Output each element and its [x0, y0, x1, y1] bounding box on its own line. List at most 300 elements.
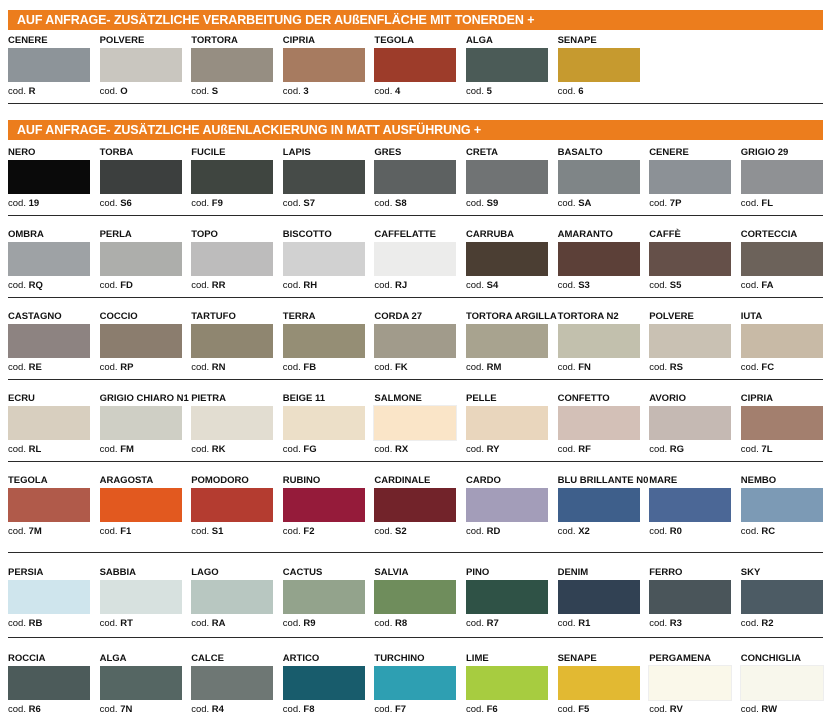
section-banner: AUF ANFRAGE- ZUSÄTZLICHE VERARBEITUNG DER AUßENFLÄCHE MIT TONERDEN + — [8, 10, 823, 30]
color-chip — [741, 324, 823, 358]
swatch-name: CENERE — [8, 35, 48, 46]
swatch-name: ALGA — [99, 653, 127, 664]
row-divider — [8, 379, 823, 380]
code-prefix: cod. — [557, 362, 579, 373]
color-swatch-item — [283, 312, 365, 372]
code-prefix: cod. — [191, 618, 212, 629]
code-prefix: cod. — [8, 280, 29, 291]
code-prefix: cod. — [374, 86, 395, 97]
color-swatch-item — [374, 230, 456, 290]
code-prefix: cod. — [99, 198, 121, 209]
code-value: 4 — [395, 86, 401, 97]
color-swatch-item — [283, 654, 365, 714]
code-prefix: cod. — [557, 526, 579, 537]
swatch-code — [100, 704, 133, 715]
color-chip — [374, 406, 456, 440]
swatch-code — [741, 526, 775, 537]
color-swatch-item — [8, 36, 90, 96]
code-value: S — [211, 86, 219, 97]
row-divider — [8, 215, 823, 216]
color-chip — [283, 666, 365, 700]
code-value: S6 — [120, 198, 132, 209]
swatch-code — [100, 526, 132, 537]
swatch-code — [558, 618, 591, 629]
code-prefix: cod. — [191, 280, 212, 291]
swatch-name: BLU BRILLANTE N0 — [557, 475, 649, 486]
code-value: S8 — [395, 198, 407, 209]
code-prefix: cod. — [649, 526, 670, 537]
code-value: S1 — [211, 526, 224, 537]
color-chip — [283, 580, 365, 614]
swatch-code — [100, 444, 134, 455]
color-swatch-item — [100, 312, 182, 372]
code-prefix: cod. — [282, 618, 304, 629]
swatch-name: LAPIS — [282, 147, 311, 158]
swatch-name: ROCCIA — [8, 653, 46, 664]
code-value: FG — [303, 444, 317, 455]
color-swatch-item — [283, 568, 365, 628]
code-value: 7P — [669, 198, 682, 209]
color-swatch-item — [100, 36, 182, 96]
swatch-code — [100, 362, 134, 373]
code-value: SA — [578, 198, 592, 209]
code-prefix: cod. — [282, 444, 304, 455]
color-chip — [374, 580, 456, 614]
swatch-name: CAFFELATTE — [374, 229, 436, 240]
color-swatch-item — [558, 654, 640, 714]
code-prefix: cod. — [740, 618, 762, 629]
color-swatch-item — [283, 476, 365, 536]
color-swatch-item — [100, 476, 182, 536]
code-prefix: cod. — [191, 444, 212, 455]
code-value: F7 — [395, 704, 407, 715]
swatch-name: ECRU — [8, 393, 35, 404]
swatch-code — [283, 444, 317, 455]
code-prefix: cod. — [99, 362, 121, 373]
row-divider — [8, 637, 823, 638]
code-value: RW — [761, 704, 778, 715]
swatch-name: SABBIA — [99, 567, 137, 578]
swatch-code — [100, 280, 133, 291]
code-prefix: cod. — [8, 362, 29, 373]
code-prefix: cod. — [374, 198, 395, 209]
swatch-name: GRES — [374, 147, 402, 158]
color-swatch-item — [191, 654, 273, 714]
swatch-code — [8, 198, 39, 209]
code-prefix: cod. — [740, 280, 762, 291]
swatch-code — [558, 704, 590, 715]
code-value: R6 — [28, 704, 41, 715]
swatch-name: PIETRA — [191, 393, 227, 404]
color-chip — [466, 48, 548, 82]
color-swatch-item — [191, 568, 273, 628]
color-chip — [191, 580, 273, 614]
color-chip — [466, 242, 548, 276]
color-swatch-item — [374, 568, 456, 628]
color-swatch-item — [741, 148, 823, 208]
color-swatch-item — [99, 393, 189, 455]
swatch-code — [649, 618, 682, 629]
color-swatch-item — [649, 230, 731, 290]
code-prefix: cod. — [8, 526, 29, 537]
color-chip — [100, 242, 182, 276]
code-prefix: cod. — [649, 704, 670, 715]
swatch-code — [558, 198, 592, 209]
code-value: RY — [486, 444, 500, 455]
swatch-code — [466, 526, 500, 537]
color-chip — [649, 160, 731, 194]
swatch-name: CONFETTO — [557, 393, 610, 404]
code-value: S3 — [578, 280, 590, 291]
swatch-code — [191, 280, 225, 291]
swatch-name: NEMBO — [740, 475, 777, 486]
swatch-code — [558, 526, 590, 537]
color-swatch-item — [741, 476, 823, 536]
swatch-code — [649, 444, 684, 455]
swatch-code — [191, 198, 223, 209]
color-swatch-item — [649, 568, 731, 628]
color-chip — [466, 160, 548, 194]
color-chip — [283, 242, 365, 276]
code-prefix: cod. — [740, 362, 762, 373]
color-swatch-item — [649, 148, 731, 208]
color-chip — [374, 48, 456, 82]
color-swatch-item — [558, 312, 640, 372]
swatch-name: TORBA — [99, 147, 134, 158]
color-swatch-item — [191, 36, 273, 96]
swatch-name: CORDA 27 — [374, 311, 423, 322]
color-chip — [100, 666, 182, 700]
code-value: RV — [669, 704, 683, 715]
code-prefix: cod. — [740, 526, 762, 537]
color-swatch-item — [558, 394, 640, 454]
row-divider — [8, 297, 823, 298]
code-prefix: cod. — [649, 444, 670, 455]
swatch-code — [374, 618, 407, 629]
swatch-name: ALGA — [466, 35, 493, 46]
code-prefix: cod. — [649, 618, 670, 629]
color-chip — [741, 242, 823, 276]
color-swatch-item — [466, 148, 548, 208]
code-prefix: cod. — [8, 618, 29, 629]
swatch-code — [558, 362, 591, 373]
color-chip — [558, 160, 640, 194]
swatch-name: ARTICO — [282, 653, 320, 664]
code-prefix: cod. — [557, 444, 579, 455]
code-value: FC — [761, 362, 775, 373]
code-value: RT — [120, 618, 133, 629]
color-chip — [466, 666, 548, 700]
color-chip — [558, 406, 640, 440]
swatch-name: RUBINO — [282, 475, 321, 486]
swatch-code — [558, 444, 591, 455]
code-prefix: cod. — [374, 618, 395, 629]
swatch-name: CARRUBA — [466, 229, 515, 240]
color-chip — [100, 48, 182, 82]
code-prefix: cod. — [466, 444, 487, 455]
color-chip — [741, 488, 823, 522]
code-value: S2 — [395, 526, 407, 537]
swatch-code — [8, 362, 42, 373]
code-value: S4 — [486, 280, 499, 291]
color-chip — [191, 48, 273, 82]
code-value: 7N — [120, 704, 133, 715]
color-swatch-item — [466, 476, 548, 536]
swatch-code — [8, 704, 41, 715]
code-value: R4 — [211, 704, 224, 715]
swatch-name: TURCHINO — [374, 653, 425, 664]
code-prefix: cod. — [99, 86, 121, 97]
swatch-code — [466, 444, 499, 455]
swatch-name: CRETA — [466, 147, 499, 158]
color-chip — [283, 48, 365, 82]
color-chip — [8, 48, 90, 82]
color-chip — [374, 488, 456, 522]
color-chip — [558, 666, 640, 700]
swatch-code — [100, 618, 133, 629]
code-prefix: cod. — [557, 86, 579, 97]
code-value: RK — [211, 444, 226, 455]
swatch-name: PERGAMENA — [649, 653, 711, 664]
color-chip — [558, 580, 640, 614]
swatch-code — [649, 526, 682, 537]
code-value: S9 — [486, 198, 499, 209]
code-value: RM — [486, 362, 502, 373]
code-prefix: cod. — [282, 362, 304, 373]
swatch-code — [466, 280, 498, 291]
swatch-name: LIME — [466, 653, 489, 664]
code-value: R9 — [303, 618, 316, 629]
code-value: RH — [303, 280, 318, 291]
swatch-code — [649, 362, 683, 373]
swatch-code — [283, 86, 309, 97]
swatch-code — [283, 526, 315, 537]
swatch-code — [374, 526, 406, 537]
color-chip — [374, 160, 456, 194]
color-swatch-item — [191, 476, 273, 536]
code-value: R2 — [761, 618, 774, 629]
color-chip — [8, 324, 90, 358]
swatch-name: CARDO — [466, 475, 501, 486]
color-chip — [466, 488, 548, 522]
color-chip — [8, 242, 90, 276]
code-prefix: cod. — [649, 280, 670, 291]
color-swatch-item — [283, 394, 365, 454]
swatch-code — [283, 704, 315, 715]
code-value: RP — [120, 362, 134, 373]
swatch-code — [191, 704, 224, 715]
code-prefix: cod. — [466, 362, 487, 373]
swatch-code — [466, 198, 498, 209]
code-value: S5 — [669, 280, 682, 291]
swatch-code — [8, 444, 41, 455]
swatch-name: TOPO — [191, 229, 218, 240]
code-value: RL — [28, 444, 42, 455]
code-prefix: cod. — [99, 280, 121, 291]
color-chip — [649, 580, 731, 614]
swatch-name: CIPRIA — [282, 35, 315, 46]
swatch-name: ARAGOSTA — [99, 475, 154, 486]
code-value: 7L — [761, 444, 773, 455]
color-chip — [100, 580, 182, 614]
swatch-code — [283, 362, 316, 373]
color-swatch-item — [649, 654, 731, 714]
code-prefix: cod. — [8, 198, 29, 209]
code-value: RX — [395, 444, 409, 455]
code-value: FL — [761, 198, 774, 209]
swatch-name: CENERE — [649, 147, 689, 158]
color-swatch-item — [466, 654, 548, 714]
swatch-name: TARTUFO — [191, 311, 236, 322]
swatch-name: SENAPE — [557, 653, 597, 664]
code-prefix: cod. — [282, 526, 304, 537]
color-swatch-item — [374, 394, 456, 454]
color-chip — [8, 160, 90, 194]
code-value: O — [120, 86, 128, 97]
swatch-code — [649, 280, 681, 291]
color-swatch-item — [557, 475, 649, 537]
swatch-name: SALVIA — [374, 567, 409, 578]
swatch-name: PELLE — [466, 393, 497, 404]
section-banner: AUF ANFRAGE- ZUSÄTZLICHE AUßENLACKIERUNG IN MATT AUSFÜHRUNG + — [8, 120, 823, 140]
code-prefix: cod. — [557, 280, 579, 291]
color-swatch-item — [374, 654, 456, 714]
code-prefix: cod. — [466, 86, 487, 97]
code-prefix: cod. — [282, 280, 304, 291]
color-chip — [649, 242, 731, 276]
code-prefix: cod. — [8, 444, 29, 455]
color-swatch-item — [558, 36, 640, 96]
color-chip — [741, 666, 823, 700]
color-chip — [191, 666, 273, 700]
color-swatch-item — [191, 230, 273, 290]
color-chip — [649, 488, 731, 522]
swatch-name: PERSIA — [8, 567, 44, 578]
color-swatch-item — [741, 654, 823, 714]
color-swatch-item — [741, 312, 823, 372]
color-chip — [741, 406, 823, 440]
code-prefix: cod. — [374, 280, 395, 291]
color-swatch-item — [374, 476, 456, 536]
code-value: FA — [761, 280, 774, 291]
swatch-code — [191, 86, 218, 97]
code-value: R3 — [669, 618, 682, 629]
color-swatch-item — [466, 568, 548, 628]
code-prefix: cod. — [191, 362, 212, 373]
color-chip — [649, 666, 731, 700]
code-prefix: cod. — [99, 704, 121, 715]
swatch-code — [741, 198, 773, 209]
swatch-code — [374, 704, 406, 715]
swatch-code — [100, 198, 132, 209]
code-value: RG — [669, 444, 685, 455]
swatch-name: BASALTO — [557, 147, 603, 158]
swatch-code — [374, 280, 407, 291]
code-value: RF — [578, 444, 591, 455]
code-prefix: cod. — [649, 362, 670, 373]
code-value: RD — [486, 526, 501, 537]
swatch-name: CONCHIGLIA — [740, 653, 801, 664]
swatch-name: CARDINALE — [374, 475, 431, 486]
swatch-name: CORTECCIA — [740, 229, 798, 240]
color-swatch-item — [8, 230, 90, 290]
color-swatch-item — [8, 568, 90, 628]
swatch-name: POLVERE — [99, 35, 145, 46]
code-value: RS — [669, 362, 683, 373]
swatch-code — [283, 618, 316, 629]
swatch-name: AMARANTO — [557, 229, 613, 240]
swatch-name: PINO — [466, 567, 490, 578]
color-chip — [100, 406, 182, 440]
color-swatch-item — [8, 476, 90, 536]
code-prefix: cod. — [466, 198, 487, 209]
code-value: RR — [211, 280, 226, 291]
color-swatch-item — [741, 230, 823, 290]
swatch-name: SENAPE — [557, 35, 597, 46]
code-prefix: cod. — [282, 704, 304, 715]
swatch-name: AVORIO — [649, 393, 686, 404]
color-chip — [558, 242, 640, 276]
swatch-name: CASTAGNO — [8, 311, 62, 322]
color-chip — [649, 406, 731, 440]
swatch-code — [283, 280, 317, 291]
swatch-name: CALCE — [191, 653, 224, 664]
swatch-code — [466, 86, 492, 97]
code-prefix: cod. — [466, 704, 487, 715]
color-swatch-item — [283, 148, 365, 208]
code-value: RN — [211, 362, 226, 373]
code-prefix: cod. — [191, 198, 212, 209]
color-swatch-item — [283, 36, 365, 96]
color-swatch-item — [741, 568, 823, 628]
code-value: RJ — [395, 280, 408, 291]
swatch-code — [374, 198, 406, 209]
color-swatch-item — [191, 312, 273, 372]
color-swatch-item — [100, 230, 182, 290]
color-chip — [466, 324, 548, 358]
swatch-code — [8, 86, 35, 97]
color-swatch-item — [8, 654, 90, 714]
code-value: R — [28, 86, 36, 97]
swatch-name: TORTORA ARGILLA — [466, 311, 557, 322]
swatch-code — [191, 526, 223, 537]
code-prefix: cod. — [740, 198, 762, 209]
color-swatch-item — [649, 476, 731, 536]
color-swatch-item — [374, 148, 456, 208]
color-chip — [191, 160, 273, 194]
code-value: F1 — [120, 526, 132, 537]
swatch-name: TORTORA N2 — [557, 311, 619, 322]
code-value: 19 — [28, 198, 40, 209]
code-prefix: cod. — [740, 444, 762, 455]
code-prefix: cod. — [557, 704, 579, 715]
swatch-name: NERO — [8, 147, 36, 158]
swatch-name: POLVERE — [649, 311, 694, 322]
code-value: RC — [761, 526, 776, 537]
color-chip — [8, 580, 90, 614]
color-swatch-item — [191, 394, 273, 454]
code-value: FN — [578, 362, 591, 373]
color-swatch-item — [466, 36, 548, 96]
swatch-code — [466, 362, 501, 373]
color-swatch-item — [8, 148, 90, 208]
code-value: S7 — [303, 198, 316, 209]
code-prefix: cod. — [99, 526, 121, 537]
code-prefix: cod. — [557, 198, 579, 209]
swatch-name: FERRO — [649, 567, 683, 578]
swatch-name: LAGO — [191, 567, 219, 578]
color-chip — [191, 406, 273, 440]
